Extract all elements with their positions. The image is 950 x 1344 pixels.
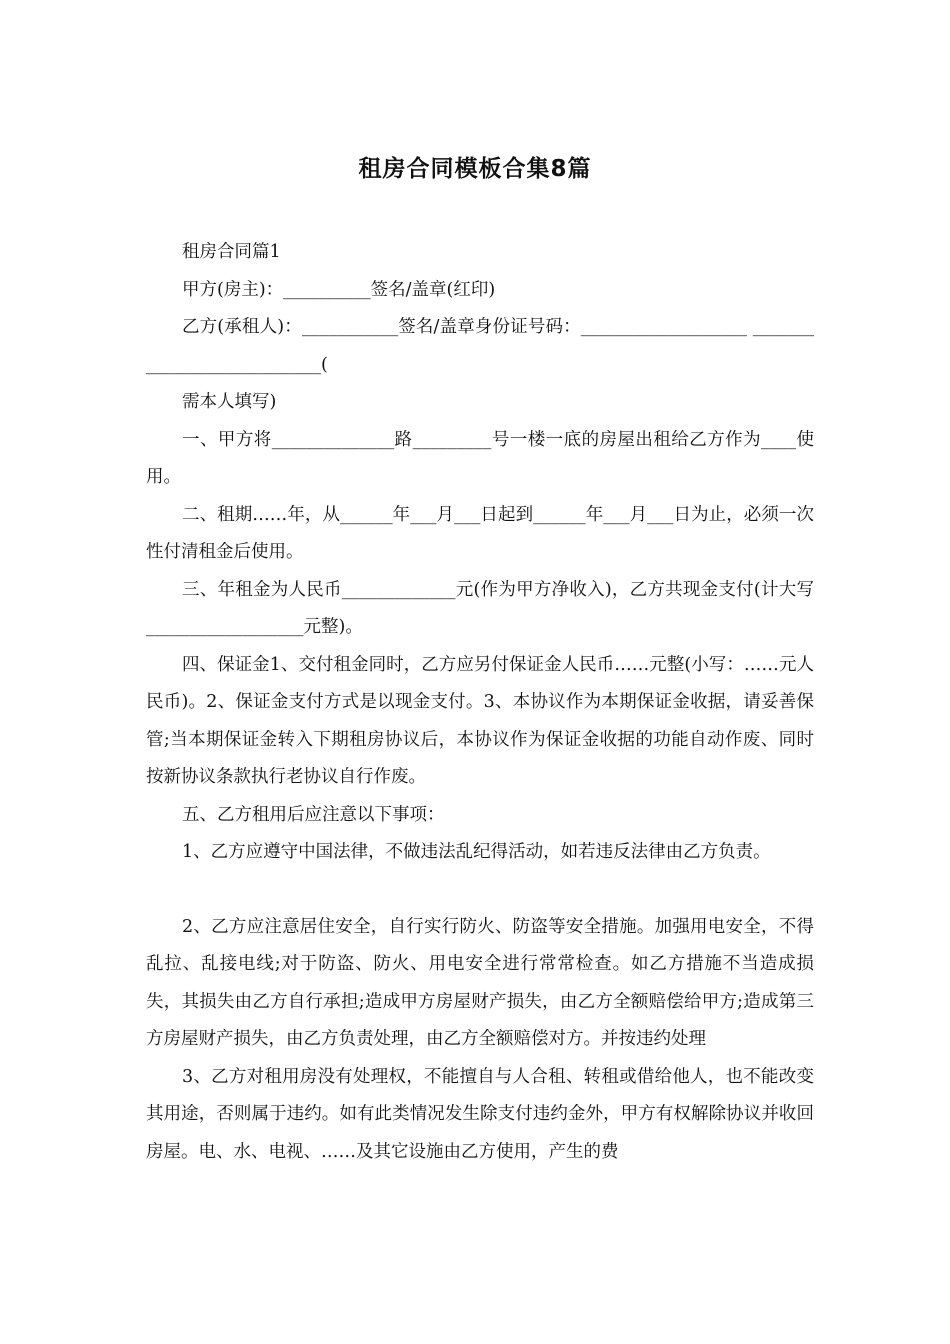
clause-4: 四、保证金1、交付租金同时，乙方应另付保证金人民币……元整(小写：……元人民币)。2、保证金支付方式是以现金支付。3、本协议作为本期保证金收据，请妥善保管;当本期保证金转入下期租房协议后，本协议作为保证金收据的功能自动作废、同时按新协议条款执行老协议自行作废。 (146, 654, 814, 787)
clause-5-heading: 五、乙方租用后应注意以下事项： (182, 804, 445, 825)
document-title: 租房合同模板合集8篇 (358, 156, 592, 182)
document-body (146, 234, 814, 1171)
tenant-line: 乙方(承租人)：___________签名/盖章身份证号码：___________________ ___________________________( (146, 317, 814, 375)
tenant-line-note: 需本人填写) (182, 392, 277, 412)
clause-2: 二、租期……年，从______年___月___日起到______年___月___日为止，必须一次性付清租金后使用。 (146, 504, 814, 562)
clause-5-item-2: 2、乙方应注意居住安全，自行实行防火、防盗等安全措施。加强用电安全，不得乱拉、乱接电线;对于防盗、防火、用电安全进行常常检查。如乙方措施不当造成损失，其损失由乙方自行承担;造成甲方房屋财产损失，由乙方全额赔偿给甲方;造成第三方房屋财产损失，由乙方负责处理，由乙方全额赔偿对方。并按违约处理 (146, 916, 814, 1049)
clause-5-item-3: 3、乙方对租用房没有处理权，不能擅自与人合租、转租或借给他人，也不能改变其用途，否则属于违约。如有此类情况发生除支付违约金外，甲方有权解除协议并收回房屋。电、水、电视、……及其它设施由乙方使用，产生的费 (146, 1066, 814, 1162)
clause-5-item-1: 1、乙方应遵守中国法律，不做违法乱纪得活动，如若违反法律由乙方负责。 (182, 842, 771, 862)
section-heading: 租房合同篇1 (182, 242, 281, 262)
clause-1: 一、甲方将______________路_________号一楼一底的房屋出租给乙方作为____使用。 (146, 429, 814, 487)
clause-3: 三、年租金为人民币_____________元(作为甲方净收入)，乙方共现金支付(计大写__________________元整)。 (146, 579, 814, 637)
landlord-line: 甲方(房主)：__________签名/盖章(红印) (182, 279, 496, 300)
